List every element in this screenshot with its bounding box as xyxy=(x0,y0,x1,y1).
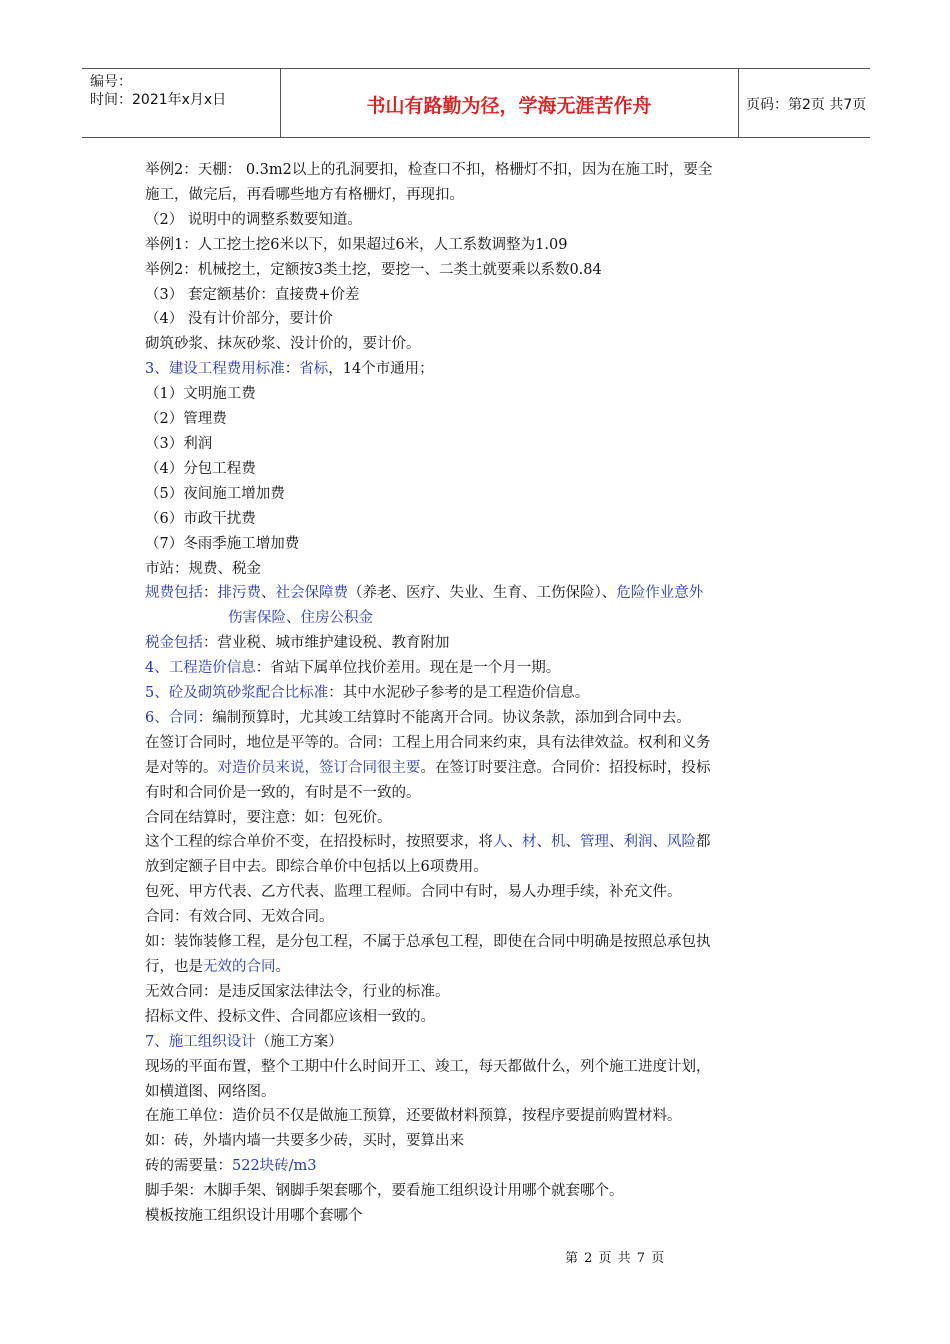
text-segment: 包死、甲方代表、乙方代表、监理工程师。合同中有时，易人办理手续，补充文件。 xyxy=(145,884,682,901)
highlighted-text: 材 xyxy=(522,834,537,851)
text-segment: 、 xyxy=(261,585,276,602)
text-segment: 举例2：机械挖土，定额按3类土挖，要挖一、二类土就要乘以系数0.84 xyxy=(145,261,602,278)
text-segment: 、 xyxy=(507,834,522,851)
text-segment: 在施工单位：造价员不仅是做施工预算，还要做材料预算，按程序要提前购置材料。 xyxy=(145,1108,682,1125)
text-segment: 放到定额子目中去。即综合单价中包括以上6项费用。 xyxy=(145,859,488,876)
text-segment: ：其中水泥砂子参考的是工程造价信息。 xyxy=(328,685,590,702)
highlighted-text: 机 xyxy=(551,834,566,851)
text-segment: （2） 说明中的调整系数要知道。 xyxy=(145,211,362,228)
body-line xyxy=(145,880,810,905)
text-segment: （1）文明施工费 xyxy=(145,386,256,403)
text-segment: （4）分包工程费 xyxy=(145,460,256,477)
body-line xyxy=(145,432,810,457)
text-segment: 有时和合同价是一致的，有时是不一致的。 xyxy=(145,784,421,801)
text-segment: 招标文件、投标文件、合同都应该相一致的。 xyxy=(145,1008,435,1025)
body-line xyxy=(145,233,810,258)
body-line xyxy=(145,1179,810,1204)
highlighted-text: 4、工程造价信息 xyxy=(145,660,256,677)
header-motto-cell xyxy=(280,69,739,137)
text-segment: 举例2：天棚： 0.3m2以上的孔洞要扣，检查口不扣，格栅灯不扣，因为在施工时，要全 xyxy=(145,162,713,178)
text-segment: （7）冬雨季施工增加费 xyxy=(145,535,300,552)
body-line xyxy=(145,532,810,557)
text-segment: 合同在结算时，要注意：如：包死价。 xyxy=(145,809,392,826)
highlighted-text: 利润 xyxy=(623,834,653,851)
highlighted-text: 6、合同 xyxy=(145,709,198,726)
highlighted-text: 无效的合同 xyxy=(203,959,276,975)
highlighted-text: 省标 xyxy=(299,361,329,378)
text-segment: 在签订合同时，地位是平等的。合同：工程上用合同来约束，具有法律效益。权利和义务 xyxy=(145,734,711,751)
highlighted-text: 风险 xyxy=(667,834,696,851)
body-line xyxy=(145,955,810,980)
text-segment: 行，也是 xyxy=(145,959,203,975)
body-line xyxy=(145,482,810,507)
highlighted-text: 3、建设工程费用标准 xyxy=(145,361,285,378)
body-line xyxy=(145,781,810,806)
body-line xyxy=(145,208,810,233)
highlighted-text: 社会保障费 xyxy=(275,585,348,602)
text-segment: ：省站下属单位找价差用。现在是一个月一期。 xyxy=(255,660,561,677)
body-line xyxy=(145,656,810,681)
highlighted-text: 5、砼及砌筑砂浆配合比标准 xyxy=(145,685,329,702)
highlighted-text: 住房公积金 xyxy=(300,610,373,627)
body-line xyxy=(145,357,810,382)
body-line xyxy=(145,731,810,756)
text-segment: 。 xyxy=(275,959,290,975)
highlighted-text: 税金包括 xyxy=(145,635,203,652)
text-segment: 砌筑砂浆、抹灰砂浆、没计价的，要计价。 xyxy=(145,336,421,353)
text-segment: 施工，做完后，再看哪些地方有格栅灯，再现扣。 xyxy=(145,186,464,203)
text-segment: 砖的需要量： xyxy=(145,1158,232,1175)
document-body xyxy=(145,158,810,1229)
text-segment: 现场的平面布置，整个工期中什么时间开工、竣工，每天都做什么，列个施工进度计划， xyxy=(145,1058,711,1075)
highlighted-text: 人 xyxy=(493,834,508,851)
body-line xyxy=(145,1129,810,1154)
text-segment: ： xyxy=(203,585,218,602)
highlighted-text: 7、施工组织设计 xyxy=(145,1033,256,1050)
text-segment: 脚手架：木脚手架、钢脚手架套哪个，要看施工组织设计用哪个就套哪个。 xyxy=(145,1183,624,1200)
text-segment: 都 xyxy=(696,834,711,851)
text-segment: （3） 套定额基价：直接费+价差 xyxy=(145,286,360,303)
text-segment: （3）利润 xyxy=(145,435,213,452)
text-segment: 、 xyxy=(609,834,624,851)
text-segment: （2）管理费 xyxy=(145,411,227,428)
text-segment: 、 xyxy=(536,834,551,851)
body-line xyxy=(145,631,810,656)
highlighted-text: 规费包括 xyxy=(145,585,203,602)
body-line xyxy=(145,1005,810,1030)
body-line xyxy=(145,681,810,706)
text-segment: 合同：有效合同、无效合同。 xyxy=(145,909,334,926)
highlighted-text: 排污费 xyxy=(217,585,261,602)
text-segment: ，14个市通用； xyxy=(328,361,434,378)
highlighted-text: 522块砖/m3 xyxy=(232,1158,317,1175)
body-line xyxy=(145,806,810,831)
text-segment: 市站：规费、税金 xyxy=(145,560,261,577)
motto: 书山有路勤为径，学海无涯苦作舟 xyxy=(366,95,652,117)
text-segment: 举例1：人工挖土挖6米以下，如果超过6米，人工系数调整为1.09 xyxy=(145,236,568,253)
highlighted-text: 管理 xyxy=(580,834,609,851)
body-line xyxy=(145,581,810,606)
text-segment: 、 xyxy=(286,610,301,627)
text-segment: （5）夜间施工增加费 xyxy=(145,485,285,502)
text-segment: 如：装饰装修工程，是分包工程，不属于总承包工程，即使在合同中明确是按照总承包执 xyxy=(145,934,711,951)
body-line xyxy=(145,332,810,357)
body-line xyxy=(145,1204,810,1229)
text-segment: ： xyxy=(284,361,300,378)
body-line xyxy=(145,930,810,955)
body-line xyxy=(145,1030,810,1055)
body-line xyxy=(145,980,810,1005)
text-segment: 。在签订时要注意。合同价：招投标时，投标 xyxy=(420,759,711,776)
body-line xyxy=(145,557,810,582)
header-left-cell xyxy=(82,69,281,137)
body-line xyxy=(145,382,810,407)
body-line xyxy=(145,183,810,208)
body-line xyxy=(145,258,810,283)
body-line xyxy=(145,1104,810,1129)
document-number-label: 编号： xyxy=(90,74,132,90)
highlighted-text: 危险作业意外 xyxy=(616,585,704,602)
body-line xyxy=(145,706,810,731)
body-line xyxy=(145,756,810,781)
body-line xyxy=(145,457,810,482)
text-segment: （养老、医疗、失业、生育、工伤保险）、 xyxy=(348,585,617,602)
page-footer: 第 2 页 共 7 页 xyxy=(565,1251,666,1266)
body-line xyxy=(145,307,810,332)
text-segment: 如横道图、网络图。 xyxy=(145,1083,276,1100)
text-segment: （4） 没有计价部分，要计价 xyxy=(145,311,333,328)
body-line xyxy=(145,1080,810,1105)
text-segment: 模板按施工组织设计用哪个套哪个 xyxy=(145,1208,363,1225)
text-segment: ：编制预算时，尤其竣工结算时不能离开合同。协议条款，添加到合同中去。 xyxy=(197,709,691,726)
text-segment: （施工方案） xyxy=(255,1033,343,1050)
body-line xyxy=(145,507,810,532)
text-segment: 这个工程的综合单价不变，在招投标时，按照要求，将 xyxy=(145,834,493,851)
page-header xyxy=(82,68,870,138)
body-line xyxy=(145,855,810,880)
body-line xyxy=(145,1154,810,1179)
body-line xyxy=(145,407,810,432)
page-code: 页码：第2页 共7页 xyxy=(746,97,867,113)
text-segment: 无效合同：是违反国家法律法令，行业的标准。 xyxy=(145,983,450,1000)
text-segment: （6）市政干扰费 xyxy=(145,510,256,527)
text-segment: 如：砖，外墙内墙一共要多少砖，买时，要算出来 xyxy=(145,1133,464,1150)
text-segment: 是对等的。 xyxy=(145,759,218,776)
body-line xyxy=(145,158,810,183)
text-segment: ：营业税、城市维护建设税、教育附加 xyxy=(203,635,450,652)
body-line xyxy=(145,606,810,631)
header-right-cell xyxy=(738,69,870,137)
highlighted-text: 对造价员来说，签订合同很主要 xyxy=(217,759,421,776)
highlighted-text: 伤害保险 xyxy=(228,610,286,627)
body-line xyxy=(145,905,810,930)
body-line xyxy=(145,283,810,308)
body-line xyxy=(145,830,810,855)
text-segment: 、 xyxy=(565,834,580,851)
text-segment: 、 xyxy=(652,834,667,851)
document-date: 时间：2021年x月x日 xyxy=(90,92,227,108)
body-line xyxy=(145,1055,810,1080)
